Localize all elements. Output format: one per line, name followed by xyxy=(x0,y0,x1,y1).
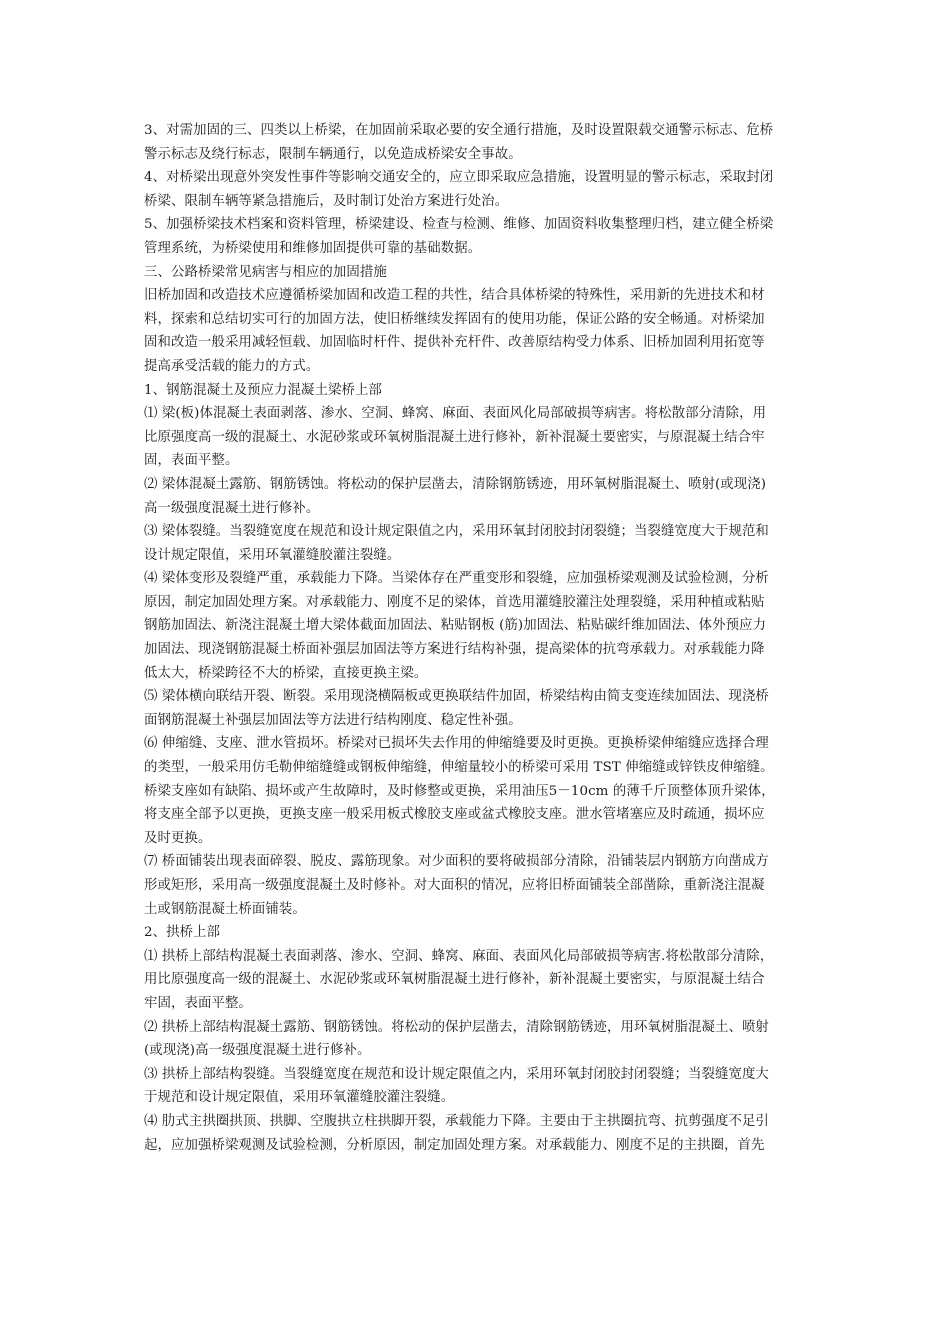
text-line: (或现浇)高一级强度混凝土进行修补。 xyxy=(144,1043,371,1059)
text-line: ⑹ 伸缩缝、支座、泄水管损坏。桥梁对已损坏失去作用的伸缩缝要及时更换。更换桥梁伸缩缝应选择合理 xyxy=(144,736,769,752)
text-line: 5、加强桥梁技术档案和资料管理，桥梁建设、检查与检测、维修、加固资料收集整理归档，建立健全桥梁 xyxy=(144,217,774,233)
text-line: 警示标志及绕行标志，限制车辆通行，以免造成桥梁安全事故。 xyxy=(144,146,522,162)
text-line: 管理系统，为桥梁使用和维修加固提供可靠的基础数据。 xyxy=(144,240,482,256)
text-line: 用比原强度高一级的混凝土、水泥砂浆或环氧树脂混凝土进行修补，新补混凝土要密实，与原混凝土结合 xyxy=(144,972,765,988)
text-line: ⑴ 梁(板)体混凝土表面剥落、渗水、空洞、蜂窝、麻面、表面风化局部破损等病害。将松散部分清除，用 xyxy=(144,406,767,422)
text-line: 设计规定限值，采用环氧灌缝胶灌注裂缝。 xyxy=(144,547,401,563)
text-line: 土或钢筋混凝土桥面铺装。 xyxy=(144,901,306,917)
text-line: 及时更换。 xyxy=(144,830,212,846)
subsection-heading: 1、钢筋混凝土及预应力混凝土梁桥上部 xyxy=(144,382,382,398)
text-line: 起，应加强桥梁观测及试验检测，分析原因，制定加固处理方案。对承载能力、刚度不足的主拱圈，首先 xyxy=(144,1137,765,1153)
text-line: 将支座全部予以更换，更换支座一般采用板式橡胶支座或盆式橡胶支座。泄水管堵塞应及时疏通，损坏应 xyxy=(144,807,765,823)
document-body xyxy=(144,119,844,1157)
text-line: 桥梁支座如有缺陷、损坏或产生故障时，及时修整或更换，采用油压5－10cm 的薄千斤顶整体顶升梁体， xyxy=(144,783,775,799)
text-line: 3、对需加固的三、四类以上桥梁，在加固前采取必要的安全通行措施，及时设置限载交通警示标志、危桥 xyxy=(144,123,774,138)
text-line: 固和改造一般采用减轻恒载、加固临时杆件、提供补充杆件、改善原结构受力体系、旧桥加固利用拓宽等 xyxy=(144,335,765,351)
subsection-heading: 2、拱桥上部 xyxy=(144,925,221,941)
text-line: 牢固，表面平整。 xyxy=(144,995,252,1011)
text-line: 于规范和设计规定限值，采用环氧灌缝胶灌注裂缝。 xyxy=(144,1090,455,1106)
text-line: 旧桥加固和改造技术应遵循桥梁加固和改造工程的共性，结合具体桥梁的特殊性，采用新的先进技术和材 xyxy=(144,288,765,304)
text-line: ⑷ 肋式主拱圈拱顶、拱脚、空腹拱立柱拱脚开裂，承载能力下降。主要由于主拱圈抗弯、抗剪强度不足引 xyxy=(144,1113,769,1129)
text-line: 提高承受活载的能力的方式。 xyxy=(144,358,320,374)
text-line: 面钢筋混凝土补强层加固法等方法进行结构刚度、稳定性补强。 xyxy=(144,712,522,728)
text-line: ⑵ 梁体混凝土露筋、钢筋锈蚀。将松动的保护层凿去，清除钢筋锈迹，用环氧树脂混凝土、喷射(或现浇) xyxy=(144,476,767,492)
text-line: ⑶ 拱桥上部结构裂缝。当裂缝宽度在规范和设计规定限值之内，采用环氧封闭胶封闭裂缝；当裂缝宽度大 xyxy=(144,1066,769,1082)
text-line: 料，探索和总结切实可行的加固方法，使旧桥继续发挥固有的使用功能，保证公路的安全畅通。对桥梁加 xyxy=(144,311,765,327)
text-line: ⑵ 拱桥上部结构混凝土露筋、钢筋锈蚀。将松动的保护层凿去，清除钢筋锈迹，用环氧树脂混凝土、喷射 xyxy=(144,1019,769,1035)
text-line: 形或矩形，采用高一级强度混凝土及时修补。对大面积的情况，应将旧桥面铺装全部凿除，重新浇注混凝 xyxy=(144,878,765,893)
text-line: 加固法、现浇钢筋混凝土桥面补强层加固法等方案进行结构补强，提高梁体的抗弯承载力。对承载能力降 xyxy=(144,642,765,658)
text-line: ⑸ 梁体横向联结开裂、断裂。采用现浇横隔板或更换联结件加固，桥梁结构由简支变连续加固法、现浇桥 xyxy=(144,689,769,705)
text-line: ⑴ 拱桥上部结构混凝土表面剥落、渗水、空洞、蜂窝、麻面、表面风化局部破损等病害.将松散部分清除， xyxy=(144,948,774,964)
section-heading: 三、公路桥梁常见病害与相应的加固措施 xyxy=(144,264,387,280)
text-line: 的类型，一般采用仿毛勒伸缩缝缝或钢板伸缩缝，伸缩量较小的桥梁可采用 TST 伸缩缝或锌铁皮伸缩缝。 xyxy=(144,760,774,776)
text-line: ⑺ 桥面铺装出现表面碎裂、脱皮、露筋现象。对少面积的要将破损部分清除，沿铺装层内钢筋方向凿成方 xyxy=(144,854,769,870)
text-line: 固，表面平整。 xyxy=(144,453,239,469)
text-line: ⑷ 梁体变形及裂缝严重，承载能力下降。当梁体存在严重变形和裂缝，应加强桥梁观测及试验检测，分析 xyxy=(144,571,769,587)
text-line: 桥梁、限制车辆等紧急措施后，及时制订处治方案进行处治。 xyxy=(144,193,509,209)
text-line: 原因，制定加固处理方案。对承载能力、刚度不足的梁体，首选用灌缝胶灌注处理裂缝，采用种植或粘贴 xyxy=(144,594,765,610)
text-line: 钢筋加固法、新浇注混凝土增大梁体截面加固法、粘贴钢板 (筋)加固法、粘贴碳纤维加固法、体外预应力 xyxy=(144,618,767,634)
text-line: 4、对桥梁出现意外突发性事件等影响交通安全的，应立即采取应急措施，设置明显的警示标志，采取封闭 xyxy=(144,170,774,186)
text-line: ⑶ 梁体裂缝。当裂缝宽度在规范和设计规定限值之内，采用环氧封闭胶封闭裂缝；当裂缝宽度大于规范和 xyxy=(144,524,769,540)
text-line: 比原强度高一级的混凝土、水泥砂浆或环氧树脂混凝土进行修补，新补混凝土要密实，与原混凝土结合牢 xyxy=(144,429,765,445)
text-line: 高一级强度混凝土进行修补。 xyxy=(144,500,320,516)
text-line: 低太大，桥梁跨径不大的桥梁，直接更换主梁。 xyxy=(144,665,428,681)
